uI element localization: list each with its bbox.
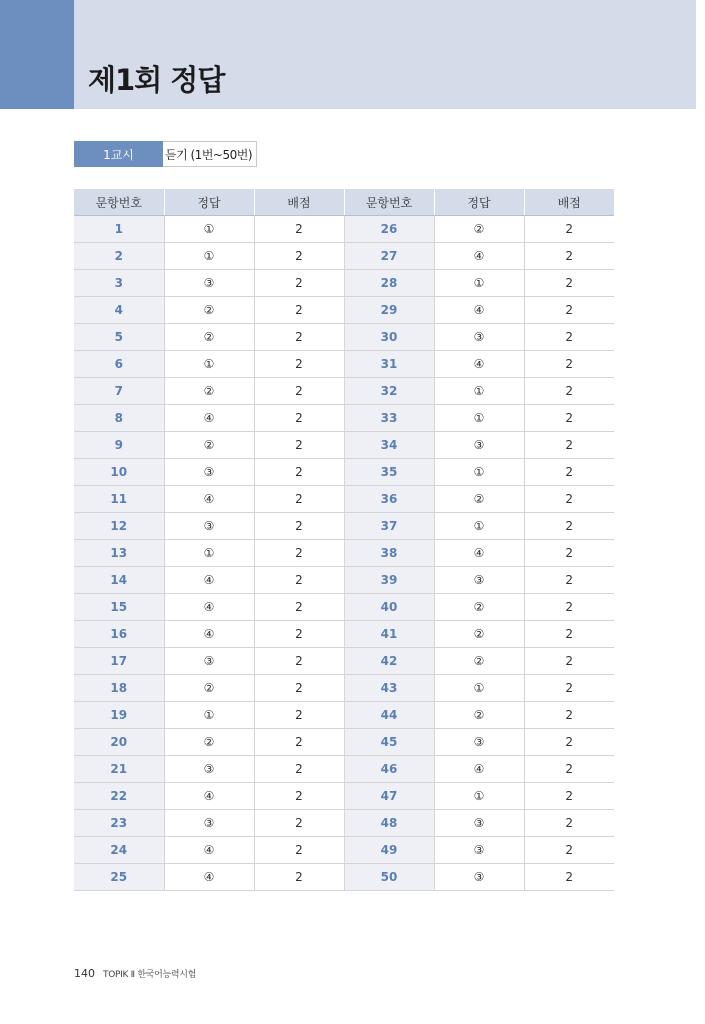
points-cell: 2 [524, 783, 614, 810]
question-number-cell: 23 [74, 810, 164, 837]
answer-cell: ① [164, 540, 254, 567]
answer-cell: ② [164, 675, 254, 702]
question-number-cell: 8 [74, 405, 164, 432]
page-number: 140 [74, 967, 95, 980]
answer-cell: ③ [164, 648, 254, 675]
answer-cell: ② [434, 702, 524, 729]
question-number-cell: 20 [74, 729, 164, 756]
question-number-cell: 48 [344, 810, 434, 837]
points-cell: 2 [254, 513, 344, 540]
answer-cell: ④ [164, 621, 254, 648]
table-row [74, 486, 614, 513]
table-row [74, 567, 614, 594]
question-number-cell: 22 [74, 783, 164, 810]
table-row [74, 864, 614, 891]
answer-cell: ③ [164, 810, 254, 837]
question-number-cell: 46 [344, 756, 434, 783]
points-cell: 2 [524, 648, 614, 675]
page-title: 제1회 정답 [88, 63, 225, 97]
question-number-cell: 13 [74, 540, 164, 567]
table-row [74, 459, 614, 486]
question-number-cell: 40 [344, 594, 434, 621]
answer-cell: ② [164, 432, 254, 459]
points-cell: 2 [254, 594, 344, 621]
answer-cell: ① [434, 405, 524, 432]
question-number-cell: 7 [74, 378, 164, 405]
answer-cell: ② [434, 594, 524, 621]
answer-cell: ① [434, 378, 524, 405]
points-cell: 2 [254, 567, 344, 594]
answer-cell: ① [164, 216, 254, 243]
answer-cell: ④ [164, 567, 254, 594]
table-row [74, 756, 614, 783]
table-row [74, 513, 614, 540]
answer-cell: ④ [164, 783, 254, 810]
question-number-cell: 11 [74, 486, 164, 513]
answer-cell: ② [434, 621, 524, 648]
question-number-cell: 5 [74, 324, 164, 351]
answer-cell: ② [164, 324, 254, 351]
points-cell: 2 [524, 432, 614, 459]
question-number-cell: 31 [344, 351, 434, 378]
question-number-cell: 12 [74, 513, 164, 540]
points-cell: 2 [254, 540, 344, 567]
answer-cell: ① [164, 351, 254, 378]
question-number-cell: 17 [74, 648, 164, 675]
points-cell: 2 [254, 216, 344, 243]
answer-cell: ③ [164, 756, 254, 783]
answer-cell: ③ [164, 459, 254, 486]
points-cell: 2 [254, 675, 344, 702]
answer-cell: ② [164, 378, 254, 405]
answer-table-header-row [74, 189, 614, 216]
table-row [74, 270, 614, 297]
table-row [74, 729, 614, 756]
question-number-cell: 39 [344, 567, 434, 594]
session-label: 1교시 [74, 141, 163, 167]
points-cell: 2 [254, 405, 344, 432]
table-row [74, 378, 614, 405]
points-cell: 2 [524, 513, 614, 540]
header-answer: 정답 [434, 189, 524, 216]
table-row [74, 540, 614, 567]
table-row [74, 297, 614, 324]
points-cell: 2 [254, 810, 344, 837]
points-cell: 2 [254, 432, 344, 459]
answer-cell: ④ [164, 594, 254, 621]
points-cell: 2 [524, 486, 614, 513]
question-number-cell: 33 [344, 405, 434, 432]
answer-cell: ④ [434, 297, 524, 324]
header-points: 배점 [254, 189, 344, 216]
points-cell: 2 [254, 297, 344, 324]
answer-cell: ④ [434, 756, 524, 783]
answer-cell: ② [434, 648, 524, 675]
points-cell: 2 [524, 621, 614, 648]
header-answer: 정답 [164, 189, 254, 216]
points-cell: 2 [254, 459, 344, 486]
points-cell: 2 [524, 756, 614, 783]
question-number-cell: 34 [344, 432, 434, 459]
question-number-cell: 3 [74, 270, 164, 297]
table-row [74, 216, 614, 243]
table-row [74, 702, 614, 729]
table-row [74, 621, 614, 648]
points-cell: 2 [524, 810, 614, 837]
question-number-cell: 44 [344, 702, 434, 729]
answer-cell: ① [434, 513, 524, 540]
points-cell: 2 [254, 486, 344, 513]
answer-cell: ③ [164, 513, 254, 540]
header-question-number: 문항번호 [74, 189, 164, 216]
question-number-cell: 28 [344, 270, 434, 297]
table-row [74, 432, 614, 459]
points-cell: 2 [524, 270, 614, 297]
points-cell: 2 [254, 729, 344, 756]
question-number-cell: 18 [74, 675, 164, 702]
answer-cell: ④ [434, 540, 524, 567]
answer-cell: ① [434, 675, 524, 702]
question-number-cell: 24 [74, 837, 164, 864]
points-cell: 2 [524, 567, 614, 594]
answer-cell: ② [434, 216, 524, 243]
points-cell: 2 [524, 729, 614, 756]
table-row [74, 594, 614, 621]
points-cell: 2 [254, 324, 344, 351]
question-number-cell: 35 [344, 459, 434, 486]
answer-cell: ② [434, 486, 524, 513]
question-number-cell: 47 [344, 783, 434, 810]
points-cell: 2 [524, 837, 614, 864]
table-row [74, 243, 614, 270]
question-number-cell: 43 [344, 675, 434, 702]
points-cell: 2 [254, 837, 344, 864]
table-row [74, 405, 614, 432]
question-number-cell: 37 [344, 513, 434, 540]
question-number-cell: 38 [344, 540, 434, 567]
points-cell: 2 [254, 702, 344, 729]
question-number-cell: 49 [344, 837, 434, 864]
question-number-cell: 14 [74, 567, 164, 594]
points-cell: 2 [524, 351, 614, 378]
question-number-cell: 50 [344, 864, 434, 891]
points-cell: 2 [524, 675, 614, 702]
page-footer [74, 967, 196, 980]
points-cell: 2 [524, 297, 614, 324]
answer-table [74, 189, 614, 891]
header-points: 배점 [524, 189, 614, 216]
question-number-cell: 19 [74, 702, 164, 729]
points-cell: 2 [524, 324, 614, 351]
answer-cell: ③ [434, 837, 524, 864]
question-number-cell: 1 [74, 216, 164, 243]
answer-cell: ④ [434, 351, 524, 378]
session-info [74, 141, 257, 167]
points-cell: 2 [524, 702, 614, 729]
book-title: TOPIK Ⅱ 한국어능력시험 [103, 970, 197, 980]
answer-cell: ④ [434, 243, 524, 270]
points-cell: 2 [254, 270, 344, 297]
points-cell: 2 [254, 378, 344, 405]
question-number-cell: 16 [74, 621, 164, 648]
table-row [74, 837, 614, 864]
question-number-cell: 42 [344, 648, 434, 675]
answer-cell: ④ [164, 486, 254, 513]
points-cell: 2 [524, 378, 614, 405]
question-number-cell: 45 [344, 729, 434, 756]
question-number-cell: 27 [344, 243, 434, 270]
points-cell: 2 [524, 864, 614, 891]
points-cell: 2 [254, 621, 344, 648]
question-number-cell: 25 [74, 864, 164, 891]
answer-cell: ② [164, 297, 254, 324]
answer-cell: ③ [434, 864, 524, 891]
question-number-cell: 2 [74, 243, 164, 270]
points-cell: 2 [254, 756, 344, 783]
answer-cell: ③ [164, 270, 254, 297]
question-number-cell: 6 [74, 351, 164, 378]
question-number-cell: 26 [344, 216, 434, 243]
points-cell: 2 [524, 216, 614, 243]
answer-cell: ① [434, 459, 524, 486]
points-cell: 2 [524, 540, 614, 567]
points-cell: 2 [254, 783, 344, 810]
answer-cell: ③ [434, 324, 524, 351]
question-number-cell: 15 [74, 594, 164, 621]
points-cell: 2 [254, 648, 344, 675]
question-number-cell: 36 [344, 486, 434, 513]
points-cell: 2 [254, 864, 344, 891]
question-number-cell: 32 [344, 378, 434, 405]
table-row [74, 783, 614, 810]
points-cell: 2 [524, 594, 614, 621]
answer-cell: ③ [434, 729, 524, 756]
answer-cell: ④ [164, 405, 254, 432]
answer-cell: ④ [164, 864, 254, 891]
points-cell: 2 [254, 243, 344, 270]
header-accent-bar [0, 0, 74, 109]
table-row [74, 351, 614, 378]
table-row [74, 648, 614, 675]
question-number-cell: 29 [344, 297, 434, 324]
points-cell: 2 [524, 459, 614, 486]
answer-cell: ① [164, 702, 254, 729]
question-number-cell: 30 [344, 324, 434, 351]
answer-cell: ① [164, 243, 254, 270]
points-cell: 2 [524, 405, 614, 432]
question-number-cell: 4 [74, 297, 164, 324]
question-number-cell: 41 [344, 621, 434, 648]
table-row [74, 810, 614, 837]
answer-cell: ④ [164, 837, 254, 864]
points-cell: 2 [254, 351, 344, 378]
answer-cell: ③ [434, 810, 524, 837]
answer-table-body [74, 216, 614, 891]
question-number-cell: 9 [74, 432, 164, 459]
header-question-number: 문항번호 [344, 189, 434, 216]
points-cell: 2 [524, 243, 614, 270]
answer-cell: ① [434, 783, 524, 810]
answer-cell: ③ [434, 432, 524, 459]
question-number-cell: 10 [74, 459, 164, 486]
answer-cell: ③ [434, 567, 524, 594]
table-row [74, 324, 614, 351]
table-row [74, 675, 614, 702]
answer-cell: ② [164, 729, 254, 756]
session-description: 듣기 (1번~50번) [163, 141, 257, 167]
answer-cell: ① [434, 270, 524, 297]
question-number-cell: 21 [74, 756, 164, 783]
